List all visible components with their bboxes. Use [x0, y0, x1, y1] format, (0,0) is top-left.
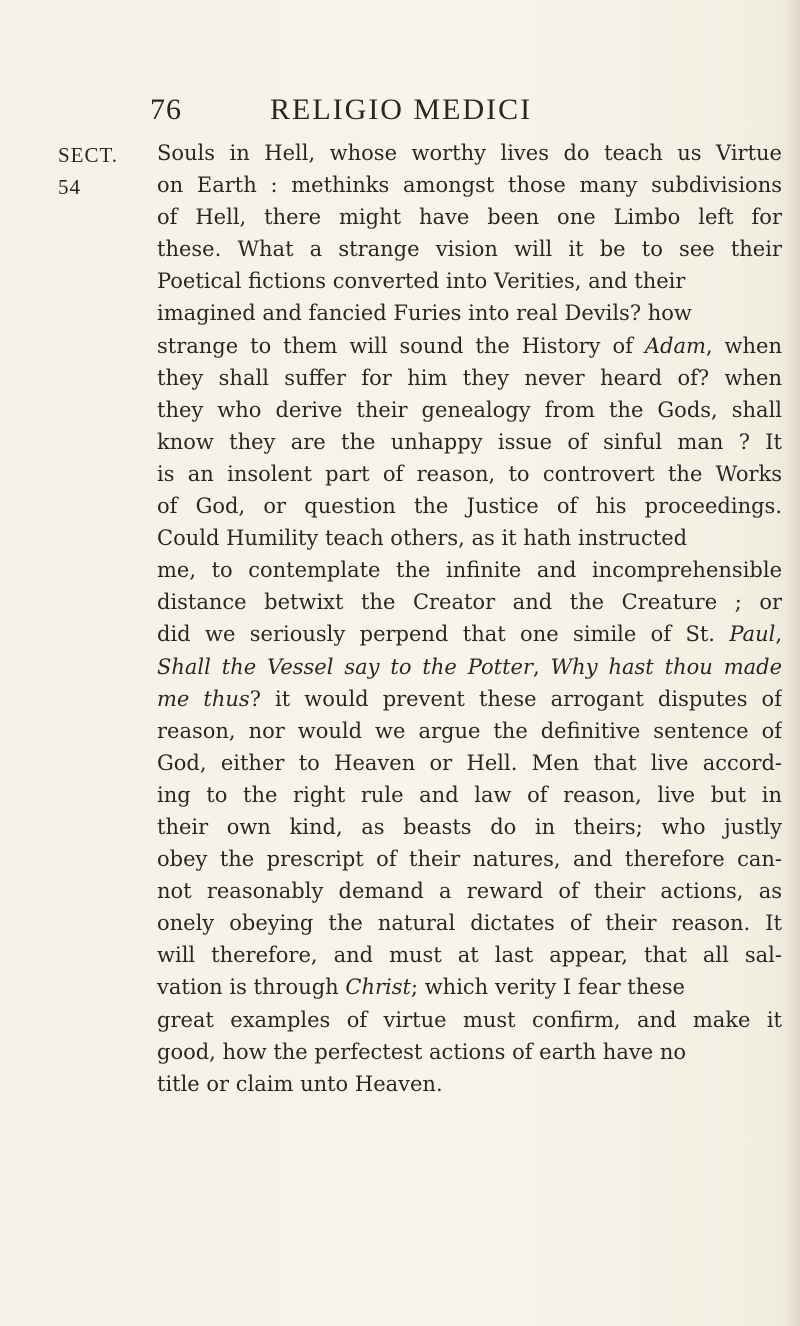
text-line [157, 939, 782, 971]
text-line [157, 779, 782, 811]
text-segment: great examples of virtue must confirm, and make it [157, 1007, 782, 1032]
page-header [150, 90, 780, 130]
text-line [157, 201, 782, 233]
text-line [157, 330, 782, 362]
italic-text: Shall the Vessel say to the Potter [157, 654, 533, 679]
text-segment: title or claim unto Heaven. [157, 1071, 443, 1096]
text-line [157, 297, 782, 329]
text-line [157, 554, 782, 586]
text-segment: these. What a strange vision will it be to see their [157, 237, 782, 262]
text-line [157, 394, 782, 426]
text-segment: , [775, 622, 782, 647]
text-line [157, 651, 782, 683]
text-line [157, 715, 782, 747]
text-segment: vation is through [157, 975, 346, 1000]
text-segment: good, how the perfectest actions of earth have no [157, 1039, 686, 1064]
text-line [157, 490, 782, 522]
text-segment: ? it would prevent these arrogant disputes of [249, 686, 782, 711]
text-segment: their own kind, as beasts do in theirs; who justly [157, 814, 782, 839]
text-line [157, 458, 782, 490]
text-segment: Souls in Hell, whose worthy lives do teach us Virtue [157, 141, 782, 165]
text-line [157, 426, 782, 458]
text-segment: reason, nor would we argue the definitive sentence of [157, 718, 782, 743]
text-line [157, 811, 782, 843]
text-line [157, 362, 782, 394]
text-line [157, 233, 782, 265]
text-segment: God, either to Heaven or Hell. Men that live accord- [157, 750, 782, 775]
text-segment: will therefore, and must at last appear, that all sal- [157, 943, 782, 968]
text-segment: obey the prescript of their natures, and therefore can- [157, 847, 782, 872]
page-number: 76 [150, 93, 182, 126]
text-line [157, 618, 782, 650]
text-segment: , [533, 654, 551, 679]
text-segment: know they are the unhappy issue of sinful man ? It [157, 429, 782, 454]
text-line [157, 907, 782, 939]
italic-text: Paul [729, 622, 776, 647]
italic-text: Adam [644, 333, 706, 358]
text-segment: distance betwixt the Creator and the Creature ; or [157, 590, 782, 615]
text-segment: strange to them will sound the History of [157, 333, 645, 358]
text-segment: , when [705, 333, 782, 358]
italic-text: Why hast thou made [550, 654, 782, 679]
text-line [157, 747, 782, 779]
text-segment: on Earth : methinks amongst those many subdivisions [157, 173, 782, 198]
text-line [157, 586, 782, 618]
text-line [157, 1036, 782, 1068]
text-segment: they shall suffer for him they never heard of? when [157, 365, 782, 390]
text-segment: imagined and fancied Furies into real Devils? how [157, 301, 692, 326]
body-text [157, 137, 782, 1100]
text-line [157, 875, 782, 907]
text-line [157, 169, 782, 201]
text-segment: Poetical fictions converted into Verities, and their [157, 269, 686, 294]
text-segment: did we seriously perpend that one simile of St. [157, 622, 730, 647]
text-line [157, 971, 782, 1003]
text-segment: ; which verity I fear these [410, 975, 685, 1000]
text-segment: ing to the right rule and law of reason, live but in [157, 782, 782, 807]
text-segment: of God, or question the Justice of his proceedings. [157, 494, 782, 519]
text-line [157, 522, 782, 554]
text-line [157, 683, 782, 715]
section-label: SECT. [58, 143, 119, 167]
italic-text: Christ [345, 975, 411, 1000]
text-segment: onely obeying the natural dictates of their reason. It [157, 911, 782, 936]
text-segment: they who derive their genealogy from the Gods, shall [157, 397, 782, 422]
text-line [157, 137, 782, 169]
section-number: 54 [58, 175, 81, 199]
page-edge-shadow [786, 0, 800, 1326]
text-line [157, 265, 782, 297]
section-marker [58, 139, 148, 203]
text-segment: me, to contemplate the infinite and incomprehensible [157, 558, 782, 583]
italic-text: me thus [157, 686, 250, 711]
text-line [157, 1004, 782, 1036]
text-segment: of Hell, there might have been one Limbo left for [157, 205, 782, 230]
text-line [157, 1068, 782, 1100]
text-segment: Could Humility teach others, as it hath instructed [157, 526, 688, 551]
running-title: RELIGIO MEDICI [270, 93, 533, 126]
text-segment: is an insolent part of reason, to controvert the Works [157, 461, 782, 486]
text-line [157, 843, 782, 875]
text-segment: not reasonably demand a reward of their actions, as [157, 879, 782, 904]
